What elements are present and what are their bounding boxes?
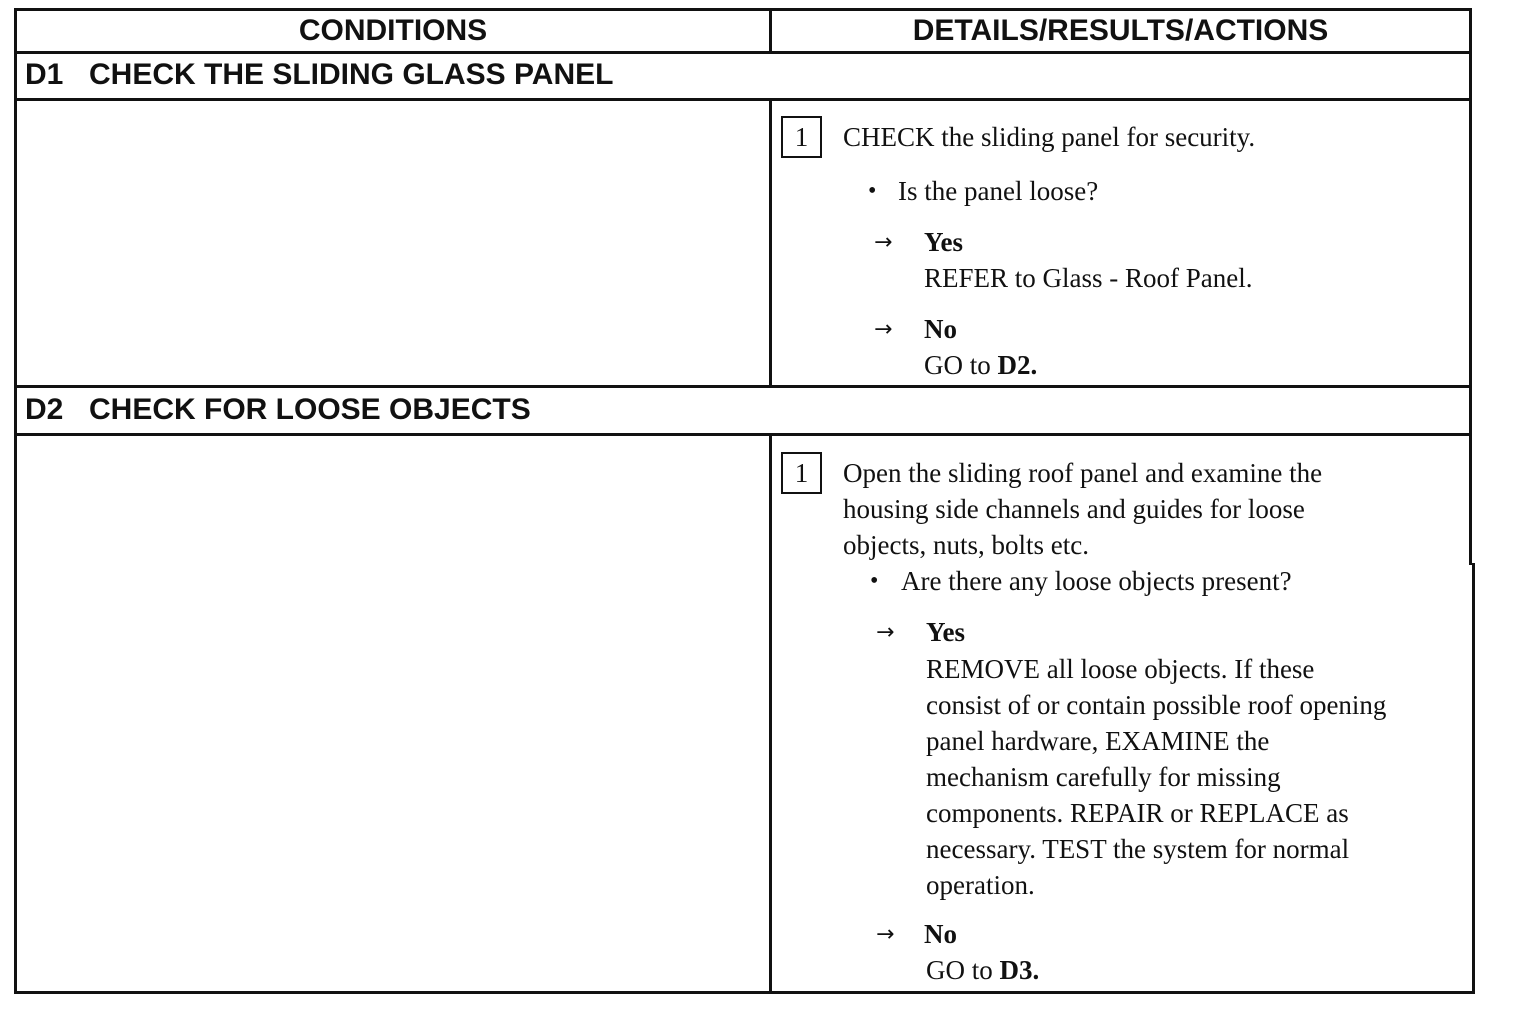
yes-action-line-2: consist of or contain possible roof opening	[926, 690, 1387, 720]
yes-label: Yes	[924, 227, 963, 257]
section-title: CHECK THE SLIDING GLASS PANEL	[89, 58, 614, 91]
right-arrow-icon: →	[876, 620, 895, 645]
column-divider-d2	[769, 433, 772, 994]
no-action	[924, 347, 1037, 383]
d1-title-bottom-rule	[14, 98, 1472, 101]
d1-bottom-rule	[14, 385, 1472, 388]
no-action-target: D2.	[997, 350, 1038, 380]
column-divider-d1	[769, 98, 772, 388]
right-arrow-icon: →	[874, 317, 893, 342]
no-action-prefix: GO to	[926, 955, 1000, 985]
no-label: No	[924, 919, 957, 949]
section-id: D2	[25, 393, 64, 426]
table-left-border	[14, 8, 17, 994]
step-number-box: 1	[781, 452, 822, 494]
step-number-box: 1	[781, 116, 822, 158]
right-arrow-icon: →	[876, 922, 895, 947]
table-right-border-upper	[1469, 8, 1472, 565]
table-bottom-border	[14, 991, 1475, 994]
no-action-target: D3.	[999, 955, 1040, 985]
no-label: No	[924, 314, 957, 344]
yes-action-line-6: necessary. TEST the system for normal	[926, 834, 1350, 864]
details-column-header: DETAILS/RESULTS/ACTIONS	[912, 14, 1329, 47]
table-top-border	[14, 8, 1472, 11]
step-question: Are there any loose objects present?	[901, 566, 1292, 596]
section-id: D1	[25, 58, 64, 91]
step-instruction-line-2: housing side channels and guides for loose	[843, 494, 1305, 524]
yes-action-line-5: components. REPAIR or REPLACE as	[926, 798, 1349, 828]
d2-title-bottom-rule	[14, 433, 1472, 436]
step-instruction-line-1: Open the sliding roof panel and examine the	[843, 458, 1323, 488]
table-right-border-lower	[1472, 563, 1475, 994]
conditions-column-header: CONDITIONS	[298, 14, 488, 47]
step-question: Is the panel loose?	[898, 176, 1099, 206]
step-instruction: CHECK the sliding panel for security.	[843, 122, 1256, 152]
no-action-prefix: GO to	[924, 350, 998, 380]
yes-action-line-1: REMOVE all loose objects. If these	[926, 654, 1315, 684]
yes-action-line-4: mechanism carefully for missing	[926, 762, 1281, 792]
yes-action-line-3: panel hardware, EXAMINE the	[926, 726, 1270, 756]
no-action	[926, 952, 1039, 988]
yes-action: REFER to Glass - Roof Panel.	[924, 263, 1253, 293]
bullet-icon: •	[870, 568, 879, 594]
yes-label: Yes	[926, 617, 965, 647]
bullet-icon: •	[868, 178, 877, 204]
step-instruction-line-3: objects, nuts, bolts etc.	[843, 530, 1089, 560]
header-bottom-rule	[14, 51, 1472, 54]
right-arrow-icon: →	[874, 230, 893, 255]
section-title: CHECK FOR LOOSE OBJECTS	[89, 393, 531, 426]
yes-action-line-7: operation.	[926, 870, 1035, 900]
